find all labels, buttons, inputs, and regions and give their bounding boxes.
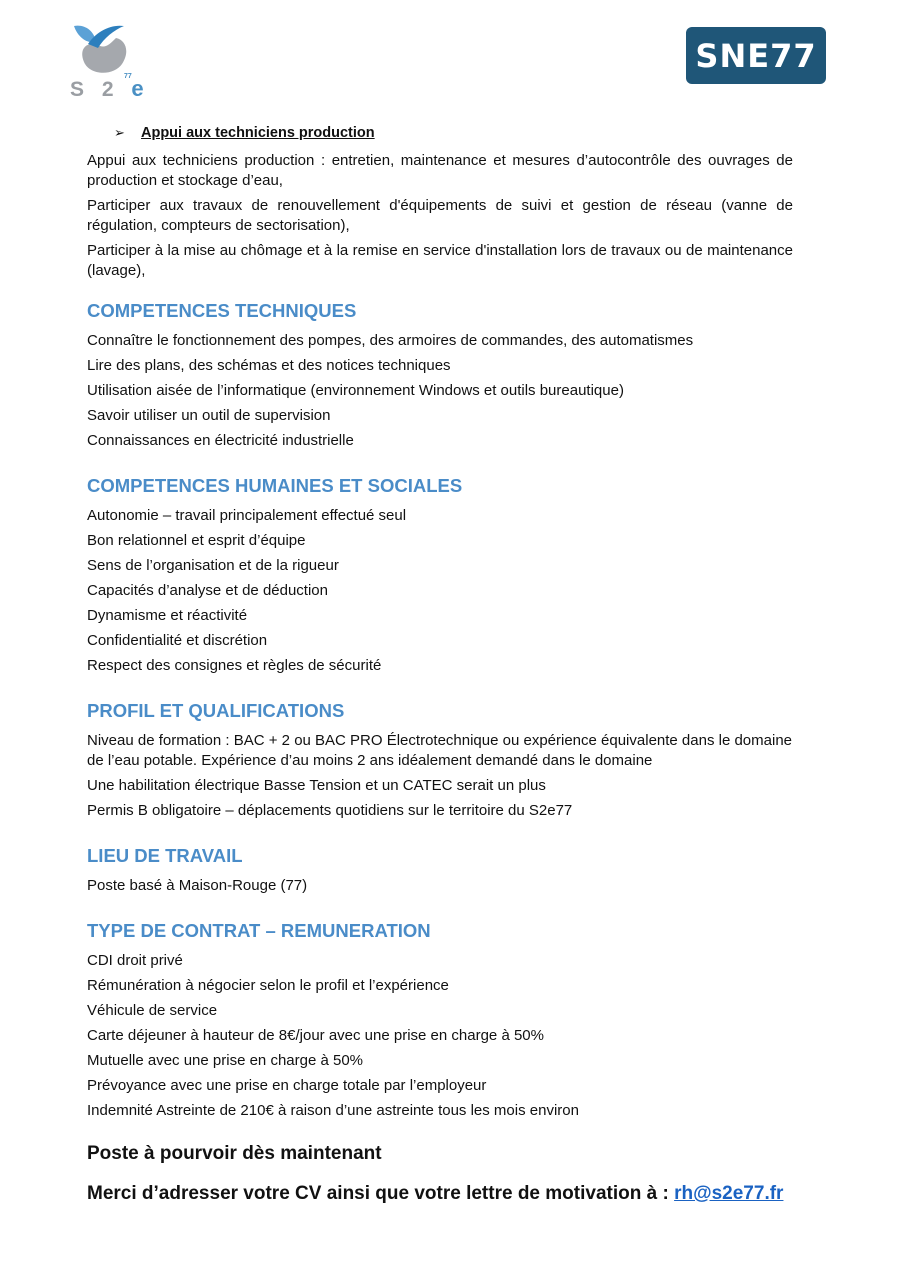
document-body <box>87 120 793 1204</box>
water-drop-logo-icon <box>70 18 140 78</box>
list-item: Savoir utiliser un outil de supervision <box>87 407 331 424</box>
intro-paragraph: Participer à la mise au chômage et à la remise en service d'installation lors de travaux ou de maintenance (lavage), <box>87 242 793 279</box>
list-item: Confidentialité et discrétion <box>87 632 268 649</box>
intro-heading-text: Appui aux techniciens production <box>141 125 375 141</box>
list-item: Poste basé à Maison-Rouge (77) <box>87 877 308 894</box>
email-link[interactable]: rh@s2e77.fr <box>674 1183 784 1204</box>
list-item: Utilisation aisée de l’informatique (environnement Windows et outils bureautique) <box>87 382 624 399</box>
availability-text: Poste à pourvoir dès maintenant <box>87 1143 382 1164</box>
section-title-profil: PROFIL ET QUALIFICATIONS <box>87 700 345 721</box>
cta-text: Merci d’adresser votre CV ainsi que votre lettre de motivation à : <box>87 1183 675 1204</box>
list-item: Rémunération à négocier selon le profil et l’expérience <box>87 977 449 994</box>
list-item: Permis B obligatoire – déplacements quotidiens sur le territoire du S2e77 <box>87 802 573 819</box>
s2e77-logo <box>70 18 150 102</box>
list-item: Prévoyance avec une prise en charge totale par l’employeur <box>87 1077 487 1094</box>
logo-s2-text: S 2 <box>70 78 132 101</box>
list-item: Mutuelle avec une prise en charge à 50% <box>87 1052 364 1069</box>
list-item: Bon relationnel et esprit d’équipe <box>87 532 306 549</box>
section-title-competences-humaines: COMPETENCES HUMAINES ET SOCIALES <box>87 475 463 496</box>
sne77-logo-text: SNE77 <box>695 36 817 75</box>
list-item: Autonomie – travail principalement effectué seul <box>87 507 407 524</box>
sne77-logo <box>686 27 826 84</box>
logo-superscript: 77 <box>124 73 132 80</box>
intro-heading <box>114 123 793 143</box>
intro-paragraph: Appui aux techniciens production : entretien, maintenance et mesures d’autocontrôle des ouvrages de production et stockage d’eau, <box>87 152 793 189</box>
list-item: Respect des consignes et règles de sécurité <box>87 657 382 674</box>
logo-e-text: e <box>131 76 150 101</box>
section-title-contrat: TYPE DE CONTRAT – REMUNERATION <box>87 920 431 941</box>
arrow-bullet-icon: ➢ <box>114 125 125 140</box>
list-item: Connaissances en électricité industrielle <box>87 432 354 449</box>
list-item: Connaître le fonctionnement des pompes, des armoires de commandes, des automatismes <box>87 332 694 349</box>
section-title-lieu: LIEU DE TRAVAIL <box>87 845 243 866</box>
list-item: Lire des plans, des schémas et des notices techniques <box>87 357 451 374</box>
list-item: Carte déjeuner à hauteur de 8€/jour avec une prise en charge à 50% <box>87 1027 544 1044</box>
list-item: Une habilitation électrique Basse Tension et un CATEC serait un plus <box>87 777 546 794</box>
list-item: Niveau de formation : BAC + 2 ou BAC PRO Électrotechnique ou expérience équivalente dans le domaine de l’eau potable. Expérience d’au moins 2 ans idéalement demandé dans le domaine <box>87 732 792 769</box>
list-item: Sens de l’organisation et de la rigueur <box>87 557 339 574</box>
list-item: CDI droit privé <box>87 952 183 969</box>
list-item: Dynamisme et réactivité <box>87 607 248 624</box>
list-item: Indemnité Astreinte de 210€ à raison d’une astreinte tous les mois environ <box>87 1102 579 1119</box>
list-item: Véhicule de service <box>87 1002 218 1019</box>
section-title-competences-techniques: COMPETENCES TECHNIQUES <box>87 300 357 321</box>
intro-paragraph: Participer aux travaux de renouvellement d'équipements de suivi et gestion de réseau (vanne de régulation, compteurs de sectorisation), <box>87 197 793 234</box>
application-instructions <box>87 1184 793 1204</box>
list-item: Capacités d’analyse et de déduction <box>87 582 328 599</box>
